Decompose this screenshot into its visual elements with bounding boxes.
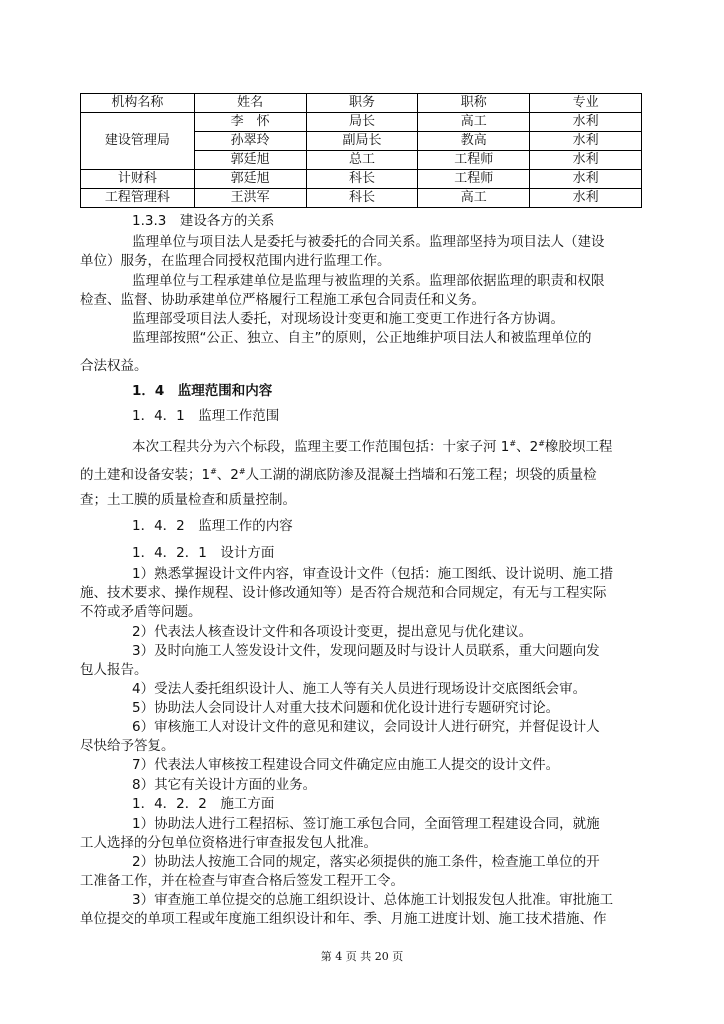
- paragraph-line: 单位）服务，在监理合同授权范围内进行监理工作。: [80, 253, 391, 269]
- text-run: 的土建和设备安装；1: [80, 467, 211, 483]
- superscript-mark: #: [210, 467, 217, 476]
- org-cell: 工程管理科: [81, 189, 195, 208]
- text-run: 本次工程共分为六个标段，监理主要工作范围包括：十家子河 1: [132, 439, 510, 455]
- duty-cell: 科长: [306, 189, 418, 208]
- paragraph-line: 2）协助法人按施工合同的规定，落实必须提供的施工条件，检查施工单位的开: [132, 854, 600, 870]
- paragraph-line: 3）审查施工单位提交的总施工组织设计、总体施工计划报发包人批准。审批施工: [132, 892, 614, 908]
- paragraph-line: 1）熟悉掌握设计文件内容，审查设计文件（包括：施工图纸、设计说明、施工措: [132, 566, 614, 582]
- paragraph-line: 6）审核施工人对设计文件的意见和建议，会同设计人进行研究，并督促设计人: [132, 719, 600, 735]
- paragraph-line: 1）协助法人进行工程招标、签订施工承包合同，全面管理工程建设合同，就施: [132, 816, 600, 832]
- page-footer: 第 4 页 共 20 页: [320, 950, 404, 963]
- major-cell: 水利: [530, 151, 642, 170]
- name-cell: 王洪军: [194, 189, 306, 208]
- duty-cell: 副局长: [306, 132, 418, 151]
- header-cell: 专业: [530, 94, 642, 113]
- paragraph-line: [80, 463, 597, 484]
- duty-cell: 局长: [306, 113, 418, 132]
- paragraph-line: 检查、监督、协助承建单位严格履行工程施工承包合同责任和义务。: [80, 292, 485, 308]
- section-heading-1-4-2-1: 1．4．2．1 设计方面: [132, 545, 275, 561]
- paragraph-line: 单位提交的单项工程或年度施工组织设计和年、季、月施工进度计划、施工技术措施、作: [80, 911, 607, 927]
- org-cell: 计财科: [81, 170, 195, 189]
- org-cell: 建设管理局: [81, 113, 195, 170]
- text-run: 橡胶坝工程: [544, 439, 613, 455]
- paragraph-line: [132, 435, 612, 456]
- paragraph-line: 5）协助法人会同设计人对重大技术问题和优化设计进行专题研究讨论。: [132, 700, 560, 716]
- paragraph-line: 8）其它有关设计方面的业务。: [132, 777, 317, 793]
- paragraph-line: 工人选择的分包单位资格进行审查报发包人批准。: [80, 835, 377, 851]
- paragraph-line: 包人报告。: [80, 662, 148, 678]
- paragraph-line: 4）受法人委托组织设计人、施工人等有关人员进行现场设计交底图纸会审。: [132, 681, 587, 697]
- header-cell: 机构名称: [81, 94, 195, 113]
- header-cell: 姓名: [194, 94, 306, 113]
- section-heading-1-4: 1．4 监理范围和内容: [132, 383, 273, 399]
- title-cell: 工程师: [418, 151, 530, 170]
- table-row: [81, 113, 642, 132]
- superscript-mark: #: [538, 439, 545, 448]
- paragraph-line: 合法权益。: [80, 358, 148, 374]
- name-cell: 郭廷旭: [194, 151, 306, 170]
- paragraph-line: 工准备工作，并在检查与审查合格后签发工程开工令。: [80, 873, 404, 889]
- paragraph-line: 不符或矛盾等问题。: [80, 604, 202, 620]
- paragraph-line: 施、技术要求、操作规程、设计修改通知等）是否符合规范和合同规定，有无与工程实际: [80, 585, 607, 601]
- paragraph-line: 3）及时向施工人签发设计文件，发现问题及时与设计人员联系，重大问题向发: [132, 643, 600, 659]
- duty-cell: 总工: [306, 151, 418, 170]
- paragraph-line: 7）代表法人审核按工程建设合同文件确定应由施工人提交的设计文件。: [132, 757, 560, 773]
- paragraph-line: 查；土工膜的质量检查和质量控制。: [80, 492, 296, 508]
- superscript-mark: #: [238, 467, 246, 476]
- major-cell: 水利: [530, 113, 642, 132]
- table-row: [81, 170, 642, 189]
- section-heading-1-4-2: 1．4．2 监理工作的内容: [132, 518, 293, 534]
- section-heading-1-3-3: 1.3.3 建设各方的关系: [132, 213, 275, 229]
- title-cell: 教高: [418, 132, 530, 151]
- title-cell: 高工: [418, 113, 530, 132]
- table-header-row: [81, 94, 642, 113]
- duty-cell: 科长: [306, 170, 418, 189]
- major-cell: 水利: [530, 170, 642, 189]
- paragraph-line: 监理单位与项目法人是委托与被委托的合同关系。监理部坚持为项目法人（建设: [132, 234, 605, 250]
- major-cell: 水利: [530, 189, 642, 208]
- name-cell: 郭廷旭: [194, 170, 306, 189]
- staff-table: [80, 93, 642, 208]
- section-heading-1-4-1: 1．4．1 监理工作范围: [132, 408, 280, 424]
- paragraph-line: 监理部按照“公正、独立、自主”的原则，公正地维护项目法人和被监理单位的: [132, 330, 592, 346]
- header-cell: 职务: [306, 94, 418, 113]
- paragraph-line: 2）代表法人核查设计文件和各项设计变更，提出意见与优化建议。: [132, 624, 533, 640]
- table-row: [81, 189, 642, 208]
- section-heading-1-4-2-2: 1．4．2．2 施工方面: [132, 796, 275, 812]
- header-cell: 职称: [418, 94, 530, 113]
- name-cell: 李 怀: [194, 113, 306, 132]
- text-run: 人工湖的湖底防渗及混凝土挡墙和石笼工程；坝袋的质量检: [245, 467, 597, 483]
- text-run: 、2: [516, 439, 539, 455]
- superscript-mark: #: [509, 439, 517, 448]
- title-cell: 工程师: [418, 170, 530, 189]
- paragraph-line: 监理部受项目法人委托，对现场设计变更和施工变更工作进行各方协调。: [132, 311, 564, 327]
- title-cell: 高工: [418, 189, 530, 208]
- name-cell: 孙翠玲: [194, 132, 306, 151]
- text-run: 、2: [216, 467, 239, 483]
- paragraph-line: 尽快给予答复。: [80, 738, 175, 754]
- major-cell: 水利: [530, 132, 642, 151]
- paragraph-line: 监理单位与工程承建单位是监理与被监理的关系。监理部依据监理的职责和权限: [132, 273, 605, 289]
